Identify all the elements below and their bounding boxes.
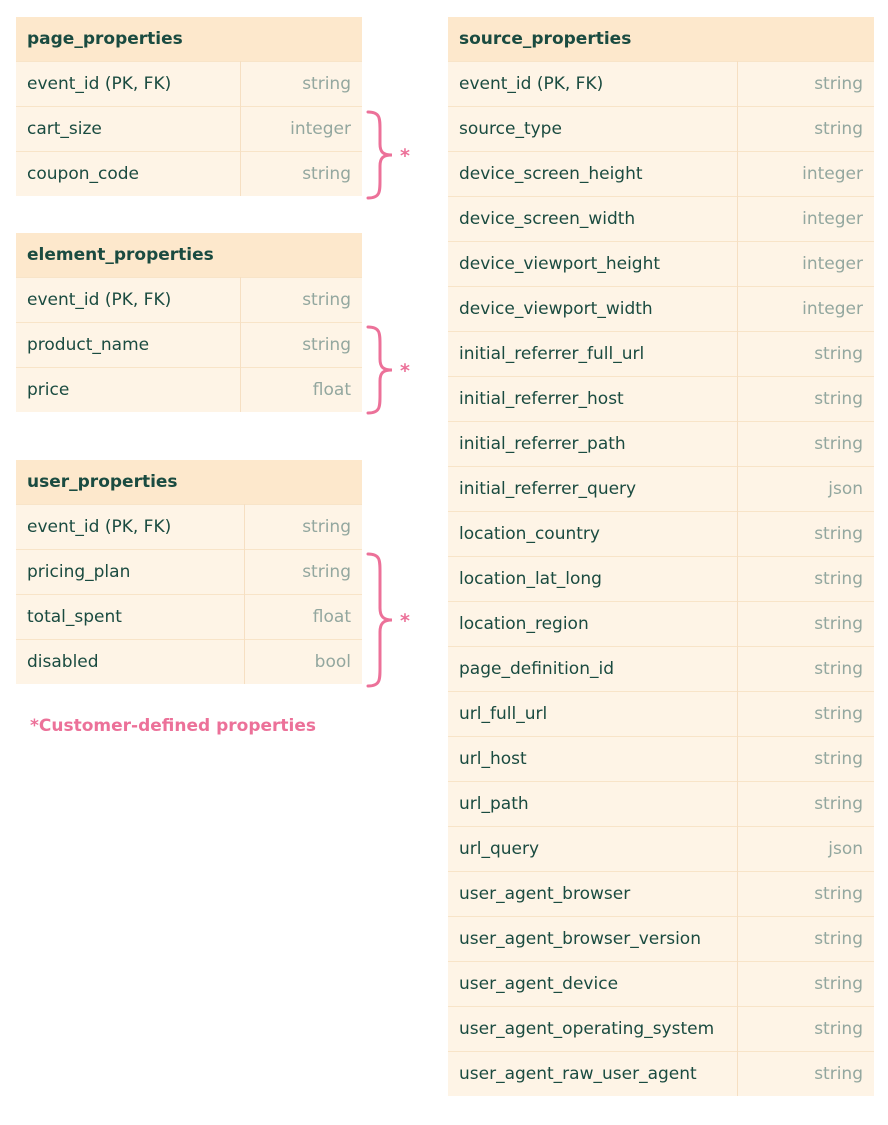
curly-brace-icon: [368, 327, 392, 413]
property-name: event_id (PK, FK): [16, 505, 244, 550]
page-properties-table: [16, 17, 362, 196]
curly-brace-icon: [368, 112, 392, 198]
table-row: [448, 872, 874, 917]
property-name: device_viewport_width: [448, 287, 737, 332]
table-row: [448, 692, 874, 737]
table-row: [448, 107, 874, 152]
element-brace: [366, 325, 416, 415]
property-name: url_full_url: [448, 692, 737, 737]
property-name: location_lat_long: [448, 557, 737, 602]
table-row: [16, 323, 362, 368]
user-brace: [366, 552, 416, 688]
property-type: string: [737, 107, 874, 152]
property-name: event_id (PK, FK): [448, 62, 737, 107]
table-row: [16, 368, 362, 413]
table-title: user_properties: [16, 460, 362, 505]
table-row: [16, 640, 362, 685]
property-name: device_viewport_height: [448, 242, 737, 287]
property-name: initial_referrer_host: [448, 377, 737, 422]
table-row: [448, 512, 874, 557]
property-type: json: [737, 467, 874, 512]
property-type: integer: [737, 197, 874, 242]
property-type: string: [737, 782, 874, 827]
table-row: [16, 152, 362, 197]
table-row: [448, 557, 874, 602]
user-properties-table: [16, 460, 362, 684]
source-properties-table: [448, 17, 874, 1096]
table-row: [16, 107, 362, 152]
table-row: [448, 917, 874, 962]
page-brace: [366, 110, 416, 200]
table-row: [448, 152, 874, 197]
property-type: string: [240, 62, 362, 107]
table-row: [16, 550, 362, 595]
property-type: string: [240, 323, 362, 368]
property-name: user_agent_operating_system: [448, 1007, 737, 1052]
property-name: user_agent_browser: [448, 872, 737, 917]
property-type: string: [737, 557, 874, 602]
property-type: string: [737, 647, 874, 692]
property-type: string: [737, 512, 874, 557]
table-row: [448, 1007, 874, 1052]
table-row: [448, 332, 874, 377]
property-name: cart_size: [16, 107, 240, 152]
curly-brace-icon: [368, 554, 392, 686]
table-row: [16, 505, 362, 550]
property-name: initial_referrer_path: [448, 422, 737, 467]
property-type: string: [737, 377, 874, 422]
property-type: string: [737, 917, 874, 962]
property-type: string: [240, 278, 362, 323]
table-row: [448, 377, 874, 422]
property-type: string: [737, 962, 874, 1007]
property-name: url_path: [448, 782, 737, 827]
element-properties-table: [16, 233, 362, 412]
table-row: [448, 197, 874, 242]
table-row: [448, 647, 874, 692]
table-row: [448, 827, 874, 872]
brace-marker: *: [400, 360, 410, 382]
property-name: total_spent: [16, 595, 244, 640]
property-name: coupon_code: [16, 152, 240, 197]
property-type: string: [737, 62, 874, 107]
property-type: string: [244, 505, 362, 550]
property-type: string: [737, 602, 874, 647]
property-name: location_region: [448, 602, 737, 647]
brace-marker: *: [400, 145, 410, 167]
property-type: string: [737, 332, 874, 377]
table-row: [448, 602, 874, 647]
table-title: page_properties: [16, 17, 362, 62]
property-type: integer: [737, 152, 874, 197]
property-type: float: [240, 368, 362, 413]
property-type: string: [737, 1052, 874, 1097]
table-row: [16, 62, 362, 107]
property-name: url_query: [448, 827, 737, 872]
property-type: integer: [737, 242, 874, 287]
table-row: [448, 242, 874, 287]
property-name: initial_referrer_full_url: [448, 332, 737, 377]
property-type: string: [240, 152, 362, 197]
property-name: url_host: [448, 737, 737, 782]
property-type: json: [737, 827, 874, 872]
table-title: element_properties: [16, 233, 362, 278]
property-name: pricing_plan: [16, 550, 244, 595]
property-type: float: [244, 595, 362, 640]
table-row: [448, 1052, 874, 1097]
property-name: user_agent_raw_user_agent: [448, 1052, 737, 1097]
property-name: product_name: [16, 323, 240, 368]
table-row: [448, 782, 874, 827]
property-type: bool: [244, 640, 362, 685]
property-type: string: [737, 692, 874, 737]
property-type: integer: [737, 287, 874, 332]
footnote: *Customer-defined properties: [30, 716, 317, 736]
property-name: device_screen_width: [448, 197, 737, 242]
table-row: [448, 287, 874, 332]
property-name: event_id (PK, FK): [16, 62, 240, 107]
table-row: [448, 737, 874, 782]
property-type: string: [737, 422, 874, 467]
property-name: location_country: [448, 512, 737, 557]
table-row: [448, 467, 874, 512]
property-name: page_definition_id: [448, 647, 737, 692]
table-row: [448, 422, 874, 467]
property-name: source_type: [448, 107, 737, 152]
property-type: string: [244, 550, 362, 595]
property-type: string: [737, 737, 874, 782]
table-title: source_properties: [448, 17, 874, 62]
table-row: [448, 962, 874, 1007]
brace-marker: *: [400, 610, 410, 632]
property-name: disabled: [16, 640, 244, 685]
table-row: [16, 595, 362, 640]
property-type: string: [737, 872, 874, 917]
property-name: initial_referrer_query: [448, 467, 737, 512]
property-name: user_agent_device: [448, 962, 737, 1007]
property-name: event_id (PK, FK): [16, 278, 240, 323]
table-row: [448, 62, 874, 107]
table-row: [16, 278, 362, 323]
property-name: device_screen_height: [448, 152, 737, 197]
property-type: string: [737, 1007, 874, 1052]
property-type: integer: [240, 107, 362, 152]
property-name: user_agent_browser_version: [448, 917, 737, 962]
property-name: price: [16, 368, 240, 413]
